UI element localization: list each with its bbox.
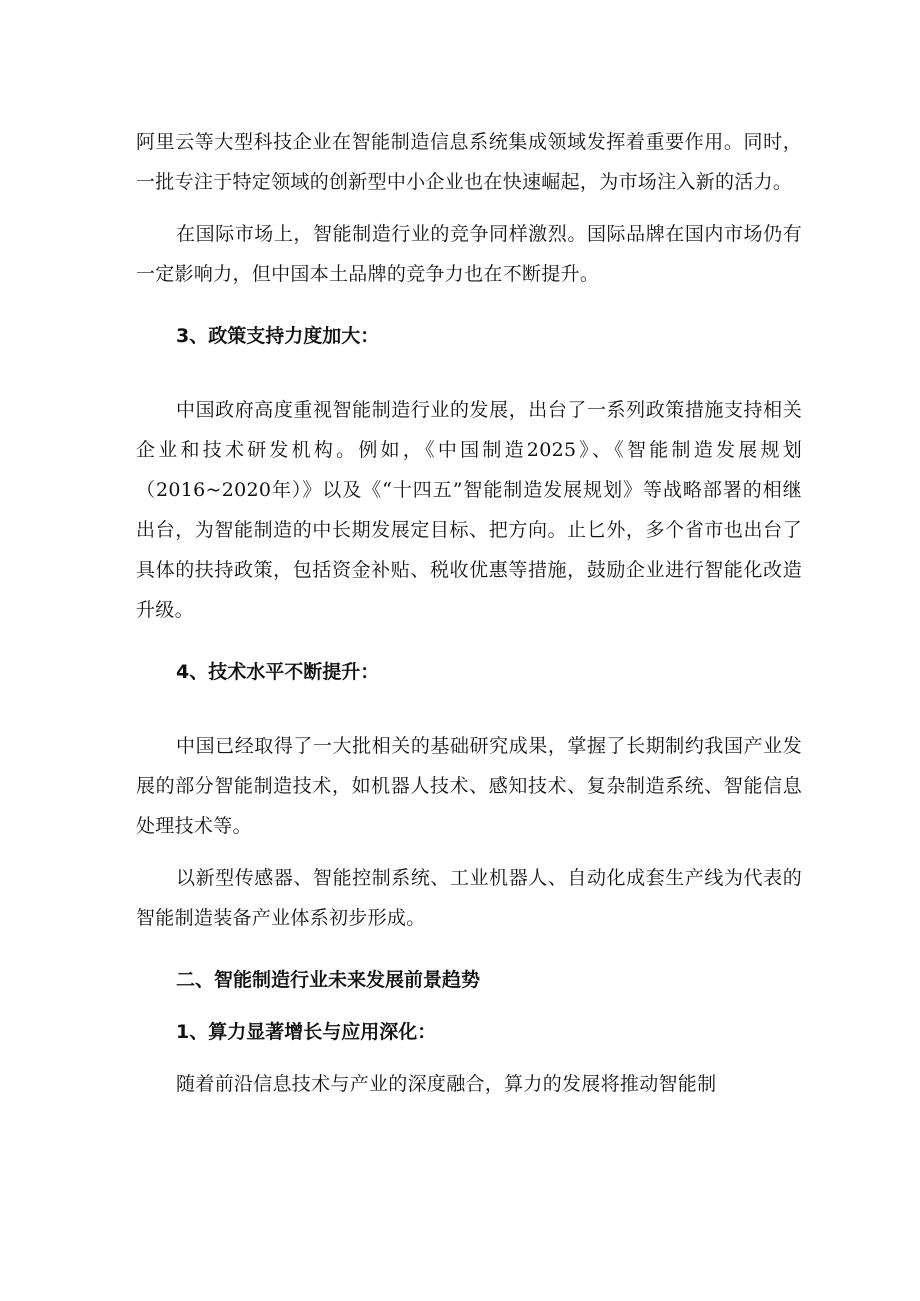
paragraph-computing-development: 随着前沿信息技术与产业的深度融合，算力的发展将推动智能制	[176, 1073, 717, 1095]
paragraph-market-players: 阿里云等大型科技企业在智能制造信息系统集成领域发挥着重要作用。同时，一批专注于特定领域的创新型中小企业也在快速崛起，为市场注入新的活力。	[136, 131, 802, 193]
paragraph-research-results: 中国已经取得了一大批相关的基础研究成果，掌握了长期制约我国产业发展的部分智能制造技术，如机器人技术、感知技术、复杂制造系统、智能信息处理技术等。	[136, 735, 802, 837]
paragraph-equipment-industry: 以新型传感器、智能控制系统、工业机器人、自动化成套生产线为代表的智能制造装备产业体系初步形成。	[136, 867, 802, 929]
paragraph-international-market: 在国际市场上，智能制造行业的竞争同样激烈。国际品牌在国内市场仍有一定影响力，但中国本土品牌的竞争力也在不断提升。	[136, 223, 802, 285]
heading-future-trends: 二、智能制造行业未来发展前景趋势	[176, 969, 481, 991]
heading-computing-power: 1、算力显著增长与应用深化：	[176, 1021, 437, 1043]
paragraph-policy-details: 中国政府高度重视智能制造行业的发展，出台了一系列政策措施支持相关企业和技术研发机构。例如，《中国制造2025》、《智能制造发展规划（2016~2020年）》以及《“十四五”智能制造发展规划》等战略部署的相继出台，为智能制造的中长期发展定目标、把方向。止匕外，多个省市也出台了具体的扶持政策，包括资金补贴、税收优惠等措施，鼓励企业进行智能化改造升级。	[136, 399, 802, 621]
document-body	[136, 122, 802, 1104]
heading-policy-support: 3、政策支持力度加大：	[176, 325, 380, 347]
heading-technology-level: 4、技术水平不断提升：	[176, 661, 380, 683]
